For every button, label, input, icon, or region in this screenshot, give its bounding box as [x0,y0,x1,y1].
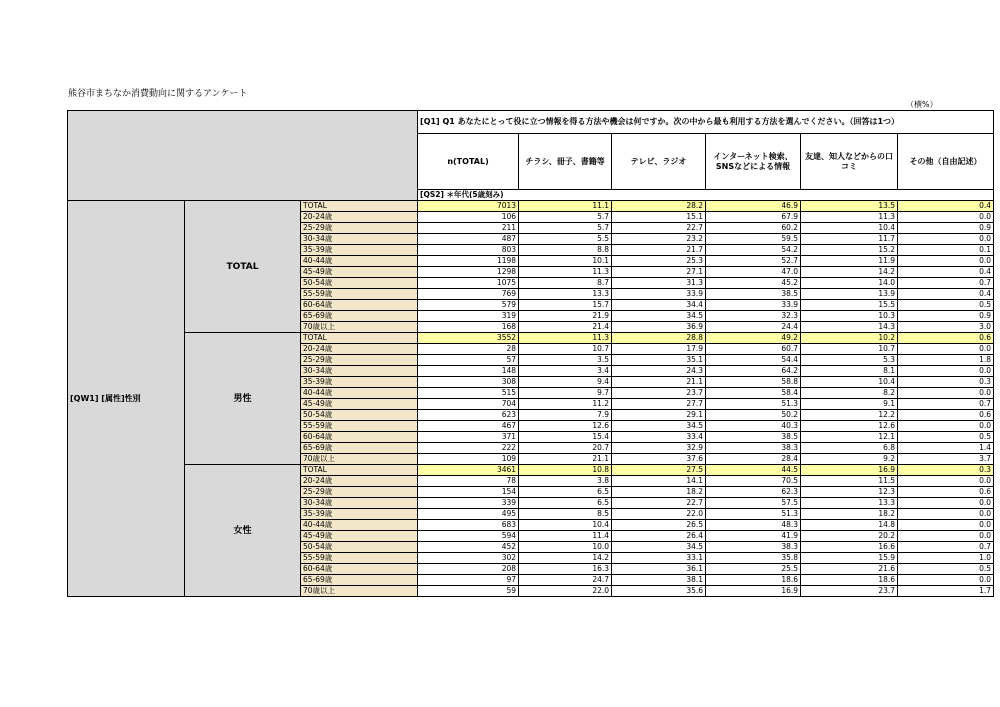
value-cell: 33.9 [612,289,706,300]
value-cell: 13.9 [801,289,898,300]
value-cell: 8.5 [519,509,612,520]
value-cell: 34.4 [612,300,706,311]
value-cell: 3.0 [898,322,994,333]
value-cell: 21.9 [519,311,612,322]
value-cell: 0.0 [898,421,994,432]
qs2-age-header: [QS2] ＊年代(5歳刻み) [418,190,994,201]
value-cell: 38.5 [706,289,801,300]
value-cell: 0.0 [898,476,994,487]
value-cell: 59.5 [706,234,801,245]
value-cell: 3.7 [898,454,994,465]
value-cell: 44.5 [706,465,801,476]
value-cell: 15.5 [801,300,898,311]
value-cell: 49.2 [706,333,801,344]
value-cell: 0.4 [898,289,994,300]
value-cell: 9.4 [519,377,612,388]
age-label: 60-64歳 [301,432,418,443]
age-label: 60-64歳 [301,564,418,575]
value-cell: 58.8 [706,377,801,388]
value-cell: 11.5 [801,476,898,487]
value-cell: 3461 [418,465,519,476]
value-cell: 26.4 [612,531,706,542]
value-cell: 211 [418,223,519,234]
group-label-female: 女性 [185,465,301,597]
value-cell: 27.1 [612,267,706,278]
value-cell: 45.2 [706,278,801,289]
value-cell: 20.2 [801,531,898,542]
value-cell: 38.3 [706,443,801,454]
value-cell: 3552 [418,333,519,344]
value-cell: 11.9 [801,256,898,267]
value-cell: 3.4 [519,366,612,377]
value-cell: 0.9 [898,223,994,234]
age-label: 40-44歳 [301,256,418,267]
value-cell: 12.3 [801,487,898,498]
value-cell: 35.1 [612,355,706,366]
value-cell: 25.5 [706,564,801,575]
value-cell: 10.0 [519,542,612,553]
value-cell: 9.2 [801,454,898,465]
value-cell: 16.3 [519,564,612,575]
age-label: 35-39歳 [301,245,418,256]
value-cell: 0.0 [898,256,994,267]
value-cell: 16.6 [801,542,898,553]
value-cell: 10.7 [801,344,898,355]
question-text: [Q1] Q1 あなたにとって役に立つ情報を得る方法や機会は何ですか。次の中から最も利用する方法を選んでください。（回答は1つ） [418,111,994,134]
value-cell: 58.4 [706,388,801,399]
value-cell: 0.7 [898,542,994,553]
value-cell: 495 [418,509,519,520]
value-cell: 704 [418,399,519,410]
value-cell: 50.2 [706,410,801,421]
value-cell: 12.2 [801,410,898,421]
value-cell: 1298 [418,267,519,278]
value-cell: 78 [418,476,519,487]
value-cell: 222 [418,443,519,454]
col-header-tv-radio: テレビ、ラジオ [612,134,706,190]
age-label: 50-54歳 [301,278,418,289]
age-label: 50-54歳 [301,542,418,553]
table-row [68,333,994,344]
value-cell: 24.7 [519,575,612,586]
value-cell: 34.5 [612,542,706,553]
value-cell: 6.5 [519,487,612,498]
age-label: 65-69歳 [301,311,418,322]
value-cell: 1.4 [898,443,994,454]
value-cell: 22.0 [519,586,612,597]
value-cell: 0.0 [898,234,994,245]
value-cell: 22.7 [612,223,706,234]
value-cell: 0.5 [898,300,994,311]
value-cell: 1.7 [898,586,994,597]
value-cell: 21.6 [801,564,898,575]
value-cell: 57 [418,355,519,366]
age-label: 30-34歳 [301,366,418,377]
age-label: 45-49歳 [301,399,418,410]
value-cell: 0.5 [898,564,994,575]
value-cell: 12.6 [519,421,612,432]
value-cell: 48.3 [706,520,801,531]
age-label: 35-39歳 [301,377,418,388]
value-cell: 64.2 [706,366,801,377]
value-cell: 54.4 [706,355,801,366]
value-cell: 15.1 [612,212,706,223]
col-header-other: その他（自由記述） [898,134,994,190]
value-cell: 14.8 [801,520,898,531]
value-cell: 10.3 [801,311,898,322]
age-label: 40-44歳 [301,520,418,531]
value-cell: 302 [418,553,519,564]
value-cell: 20.7 [519,443,612,454]
value-cell: 97 [418,575,519,586]
value-cell: 28 [418,344,519,355]
value-cell: 22.0 [612,509,706,520]
age-label: 25-29歳 [301,487,418,498]
value-cell: 27.7 [612,399,706,410]
value-cell: 683 [418,520,519,531]
value-cell: 57.5 [706,498,801,509]
value-cell: 9.7 [519,388,612,399]
value-cell: 24.3 [612,366,706,377]
value-cell: 11.7 [801,234,898,245]
value-cell: 14.0 [801,278,898,289]
value-cell: 3.8 [519,476,612,487]
value-cell: 154 [418,487,519,498]
value-cell: 15.7 [519,300,612,311]
age-label: 70歳以上 [301,454,418,465]
value-cell: 0.0 [898,520,994,531]
value-cell: 21.1 [519,454,612,465]
value-cell: 62.3 [706,487,801,498]
value-cell: 5.7 [519,223,612,234]
value-cell: 11.2 [519,399,612,410]
value-cell: 10.4 [801,377,898,388]
value-cell: 59 [418,586,519,597]
age-label: 70歳以上 [301,586,418,597]
value-cell: 21.7 [612,245,706,256]
value-cell: 109 [418,454,519,465]
age-label: TOTAL [301,465,418,476]
value-cell: 15.9 [801,553,898,564]
value-cell: 33.9 [706,300,801,311]
age-label: 70歳以上 [301,322,418,333]
value-cell: 0.0 [898,531,994,542]
value-cell: 40.3 [706,421,801,432]
value-cell: 28.2 [612,201,706,212]
value-cell: 1075 [418,278,519,289]
col-header-flyer: チラシ、冊子、書籍等 [519,134,612,190]
value-cell: 12.1 [801,432,898,443]
value-cell: 467 [418,421,519,432]
age-label: 50-54歳 [301,410,418,421]
value-cell: 21.1 [612,377,706,388]
value-cell: 14.2 [801,267,898,278]
value-cell: 23.2 [612,234,706,245]
age-label: 40-44歳 [301,388,418,399]
corner-header [68,111,418,201]
value-cell: 1.0 [898,553,994,564]
value-cell: 1198 [418,256,519,267]
age-label: 55-59歳 [301,421,418,432]
age-label: 20-24歳 [301,344,418,355]
value-cell: 0.4 [898,267,994,278]
value-cell: 28.4 [706,454,801,465]
value-cell: 38.3 [706,542,801,553]
value-cell: 26.5 [612,520,706,531]
survey-table [67,110,994,597]
value-cell: 16.9 [801,465,898,476]
value-cell: 23.7 [612,388,706,399]
value-cell: 0.0 [898,366,994,377]
value-cell: 0.6 [898,333,994,344]
value-cell: 11.3 [801,212,898,223]
value-cell: 0.6 [898,410,994,421]
value-cell: 515 [418,388,519,399]
value-cell: 0.0 [898,344,994,355]
value-cell: 27.5 [612,465,706,476]
col-header-word-of-mouth: 友達、知人などからの口コミ [801,134,898,190]
value-cell: 32.3 [706,311,801,322]
value-cell: 38.1 [612,575,706,586]
value-cell: 0.9 [898,311,994,322]
col-header-internet: インターネット検索、SNSなどによる情報 [706,134,801,190]
value-cell: 8.7 [519,278,612,289]
value-cell: 70.5 [706,476,801,487]
value-cell: 36.1 [612,564,706,575]
value-cell: 23.7 [801,586,898,597]
value-cell: 3.5 [519,355,612,366]
value-cell: 0.0 [898,212,994,223]
value-cell: 803 [418,245,519,256]
value-cell: 0.0 [898,498,994,509]
value-cell: 52.7 [706,256,801,267]
value-cell: 31.3 [612,278,706,289]
value-cell: 51.3 [706,399,801,410]
value-cell: 10.1 [519,256,612,267]
value-cell: 34.5 [612,311,706,322]
value-cell: 15.2 [801,245,898,256]
value-cell: 1.8 [898,355,994,366]
value-cell: 0.3 [898,465,994,476]
age-label: 55-59歳 [301,553,418,564]
age-label: 65-69歳 [301,443,418,454]
table-row [68,465,994,476]
value-cell: 10.8 [519,465,612,476]
value-cell: 47.0 [706,267,801,278]
value-cell: 0.4 [898,201,994,212]
value-cell: 41.9 [706,531,801,542]
age-label: 25-29歳 [301,223,418,234]
value-cell: 9.1 [801,399,898,410]
age-label: TOTAL [301,333,418,344]
value-cell: 5.3 [801,355,898,366]
value-cell: 10.4 [801,223,898,234]
value-cell: 33.4 [612,432,706,443]
qw1-gender-label: [QW1] [属性]性別 [68,201,185,597]
age-label: 20-24歳 [301,476,418,487]
value-cell: 0.0 [898,509,994,520]
unit-label: （横%） [906,100,938,109]
value-cell: 12.6 [801,421,898,432]
value-cell: 594 [418,531,519,542]
value-cell: 24.4 [706,322,801,333]
value-cell: 106 [418,212,519,223]
value-cell: 36.9 [612,322,706,333]
value-cell: 14.2 [519,553,612,564]
age-label: 25-29歳 [301,355,418,366]
age-label: 30-34歳 [301,234,418,245]
value-cell: 6.5 [519,498,612,509]
value-cell: 339 [418,498,519,509]
value-cell: 319 [418,311,519,322]
value-cell: 769 [418,289,519,300]
value-cell: 35.8 [706,553,801,564]
value-cell: 13.3 [801,498,898,509]
value-cell: 10.2 [801,333,898,344]
value-cell: 0.7 [898,399,994,410]
document-title: 熊谷市まちなか消費動向に関するアンケート [68,89,248,99]
value-cell: 0.0 [898,575,994,586]
value-cell: 13.3 [519,289,612,300]
col-header-n: n(TOTAL) [418,134,519,190]
value-cell: 8.8 [519,245,612,256]
group-label-total: TOTAL [185,201,301,333]
value-cell: 18.2 [612,487,706,498]
value-cell: 60.2 [706,223,801,234]
value-cell: 14.1 [612,476,706,487]
value-cell: 5.7 [519,212,612,223]
value-cell: 0.3 [898,377,994,388]
value-cell: 35.6 [612,586,706,597]
value-cell: 0.5 [898,432,994,443]
value-cell: 34.5 [612,421,706,432]
value-cell: 11.4 [519,531,612,542]
value-cell: 5.5 [519,234,612,245]
age-label: 45-49歳 [301,531,418,542]
age-label: 20-24歳 [301,212,418,223]
value-cell: 51.3 [706,509,801,520]
age-label: TOTAL [301,201,418,212]
value-cell: 60.7 [706,344,801,355]
value-cell: 371 [418,432,519,443]
value-cell: 11.3 [519,333,612,344]
value-cell: 10.4 [519,520,612,531]
age-label: 65-69歳 [301,575,418,586]
value-cell: 17.9 [612,344,706,355]
value-cell: 10.7 [519,344,612,355]
value-cell: 18.6 [706,575,801,586]
value-cell: 208 [418,564,519,575]
value-cell: 0.7 [898,278,994,289]
value-cell: 148 [418,366,519,377]
value-cell: 579 [418,300,519,311]
value-cell: 8.1 [801,366,898,377]
value-cell: 11.1 [519,201,612,212]
value-cell: 28.8 [612,333,706,344]
value-cell: 21.4 [519,322,612,333]
value-cell: 18.6 [801,575,898,586]
age-label: 60-64歳 [301,300,418,311]
age-label: 45-49歳 [301,267,418,278]
age-label: 55-59歳 [301,289,418,300]
value-cell: 7013 [418,201,519,212]
value-cell: 7.9 [519,410,612,421]
value-cell: 16.9 [706,586,801,597]
value-cell: 33.1 [612,553,706,564]
value-cell: 37.6 [612,454,706,465]
age-label: 30-34歳 [301,498,418,509]
value-cell: 29.1 [612,410,706,421]
value-cell: 18.2 [801,509,898,520]
value-cell: 15.4 [519,432,612,443]
value-cell: 38.5 [706,432,801,443]
value-cell: 67.9 [706,212,801,223]
table-row [68,201,994,212]
value-cell: 14.3 [801,322,898,333]
value-cell: 0.6 [898,487,994,498]
value-cell: 0.0 [898,388,994,399]
value-cell: 308 [418,377,519,388]
value-cell: 168 [418,322,519,333]
value-cell: 22.7 [612,498,706,509]
value-cell: 452 [418,542,519,553]
value-cell: 54.2 [706,245,801,256]
value-cell: 8.2 [801,388,898,399]
value-cell: 13.5 [801,201,898,212]
value-cell: 0.1 [898,245,994,256]
group-label-male: 男性 [185,333,301,465]
value-cell: 46.9 [706,201,801,212]
value-cell: 6.8 [801,443,898,454]
value-cell: 11.3 [519,267,612,278]
age-label: 35-39歳 [301,509,418,520]
value-cell: 623 [418,410,519,421]
value-cell: 487 [418,234,519,245]
value-cell: 25.3 [612,256,706,267]
value-cell: 32.9 [612,443,706,454]
